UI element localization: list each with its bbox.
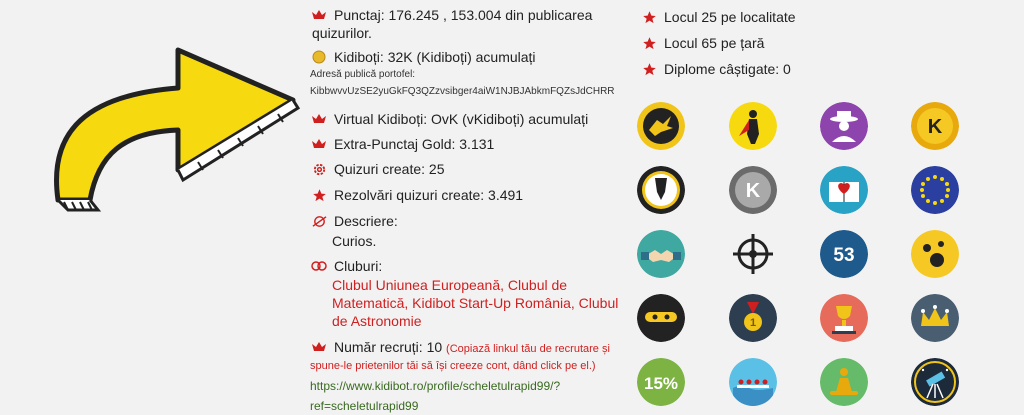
crown-icon <box>310 110 328 128</box>
recruits-row <box>310 338 610 358</box>
virtual-kidiboti-row <box>310 110 588 128</box>
clubs-list <box>332 276 619 330</box>
wallet-address[interactable]: KibbwvvUzSE2yuGkFQ3QZzvsibger4aiW1NJBJAbkmFQZsJdCHRR <box>310 86 615 97</box>
handshake-badge-icon[interactable] <box>637 230 685 278</box>
badge-percent-text: 15% <box>643 374 679 393</box>
virtual-kidiboti-text: Virtual Kidiboți: OvK (vKidiboți) acumulați <box>334 111 589 127</box>
pen-badge-icon[interactable] <box>637 166 685 214</box>
surprised-face-badge-icon[interactable] <box>911 230 959 278</box>
recruits-text <box>334 338 610 358</box>
description-label: Descriere: <box>334 213 398 229</box>
description-text: Curios. <box>332 233 377 249</box>
solves-row <box>310 186 523 204</box>
arrow-illustration <box>28 10 303 215</box>
eu-flag-badge-icon[interactable] <box>911 166 959 214</box>
telescope-badge-icon[interactable] <box>911 358 959 406</box>
detective-badge-icon[interactable] <box>820 102 868 150</box>
recruits-count: Număr recruți: 10 <box>334 339 447 355</box>
trophy-badge-icon[interactable] <box>820 294 868 342</box>
crosshair-badge-icon[interactable] <box>729 230 777 278</box>
score-text-cont: quizurilor. <box>312 25 372 41</box>
crown-badge-icon[interactable] <box>911 294 959 342</box>
separator: , <box>404 295 413 311</box>
extra-score-text: Extra-Punctaj Gold: 3.131 <box>334 136 495 152</box>
svg-text:K: K <box>927 116 943 138</box>
recruits-note: (Copiază linkul tău de recrutare și <box>446 343 610 355</box>
badge-number-text: 53 <box>833 245 855 266</box>
ninja-badge-icon[interactable] <box>637 294 685 342</box>
crown-icon <box>310 135 328 153</box>
svg-text:1: 1 <box>749 317 757 329</box>
wallet-label: Adresă publică portofel: <box>310 69 416 80</box>
coin-icon <box>310 48 328 66</box>
score-row <box>310 6 592 24</box>
rowing-badge-icon[interactable] <box>729 358 777 406</box>
separator: , <box>570 295 579 311</box>
club-link-math[interactable]: Clubul de <box>507 277 568 293</box>
crown-icon <box>310 6 328 24</box>
number-badge-icon[interactable] <box>820 230 868 278</box>
extra-score-row <box>310 135 494 153</box>
quizzes-text: Quizuri create: 25 <box>334 161 445 177</box>
club-link-eu[interactable]: Clubul Uniunea Europeană <box>332 277 501 293</box>
star-icon <box>640 8 658 26</box>
club-link-startup[interactable]: Kidibot Start-Up România <box>412 295 571 311</box>
clubs-label: Cluburi: <box>334 258 383 274</box>
separator: , <box>500 277 508 293</box>
description-row <box>310 212 398 230</box>
rank-country <box>640 34 764 52</box>
club-link-astro[interactable]: Clubul <box>578 295 619 311</box>
diplomas-text: Diplome câștigate: 0 <box>664 61 791 77</box>
medal-badge-icon[interactable] <box>729 294 777 342</box>
rank-country-text: Locul 65 pe țară <box>664 35 765 51</box>
rank-locality <box>640 8 796 26</box>
kidiboti-row <box>310 48 536 66</box>
gear-icon <box>310 160 328 178</box>
star-icon <box>640 34 658 52</box>
kidiboti-text: Kidiboți: 32K (Kidiboți) acumulați <box>334 49 536 65</box>
book-heart-badge-icon[interactable] <box>820 166 868 214</box>
recruit-link[interactable]: https://www.kidibot.ro/profile/scheletulrapid99/? <box>310 379 561 393</box>
meditation-badge-icon[interactable] <box>820 358 868 406</box>
clubs-row <box>310 257 382 275</box>
planet-icon <box>310 212 328 230</box>
diplomas <box>640 60 791 78</box>
quizzes-row <box>310 160 445 178</box>
svg-text:K: K <box>745 180 761 202</box>
superhero-badge-icon[interactable] <box>729 102 777 150</box>
club-link-astro-cont[interactable]: de Astronomie <box>332 313 422 329</box>
score-text: Punctaj: 176.245 , 153.004 din publicarea <box>334 7 593 23</box>
solves-text: Rezolvări quizuri create: 3.491 <box>334 187 524 203</box>
rings-icon <box>310 257 328 275</box>
percent-badge-icon[interactable] <box>637 358 685 406</box>
star-icon <box>310 186 328 204</box>
rank-locality-text: Locul 25 pe localitate <box>664 9 796 25</box>
recruits-note-cont: spune-le prietenilor tăi să își creeze cont, dând click pe el.) <box>310 360 596 372</box>
star-icon <box>640 60 658 78</box>
silver-coin-badge-icon[interactable] <box>729 166 777 214</box>
crown-icon <box>310 338 328 356</box>
club-link-math-cont[interactable]: Matematică <box>332 295 405 311</box>
recruit-link-cont[interactable]: ref=scheletulrapid99 <box>310 399 419 413</box>
eagle-badge-icon[interactable] <box>637 102 685 150</box>
kidibot-coin-badge-icon[interactable] <box>911 102 959 150</box>
